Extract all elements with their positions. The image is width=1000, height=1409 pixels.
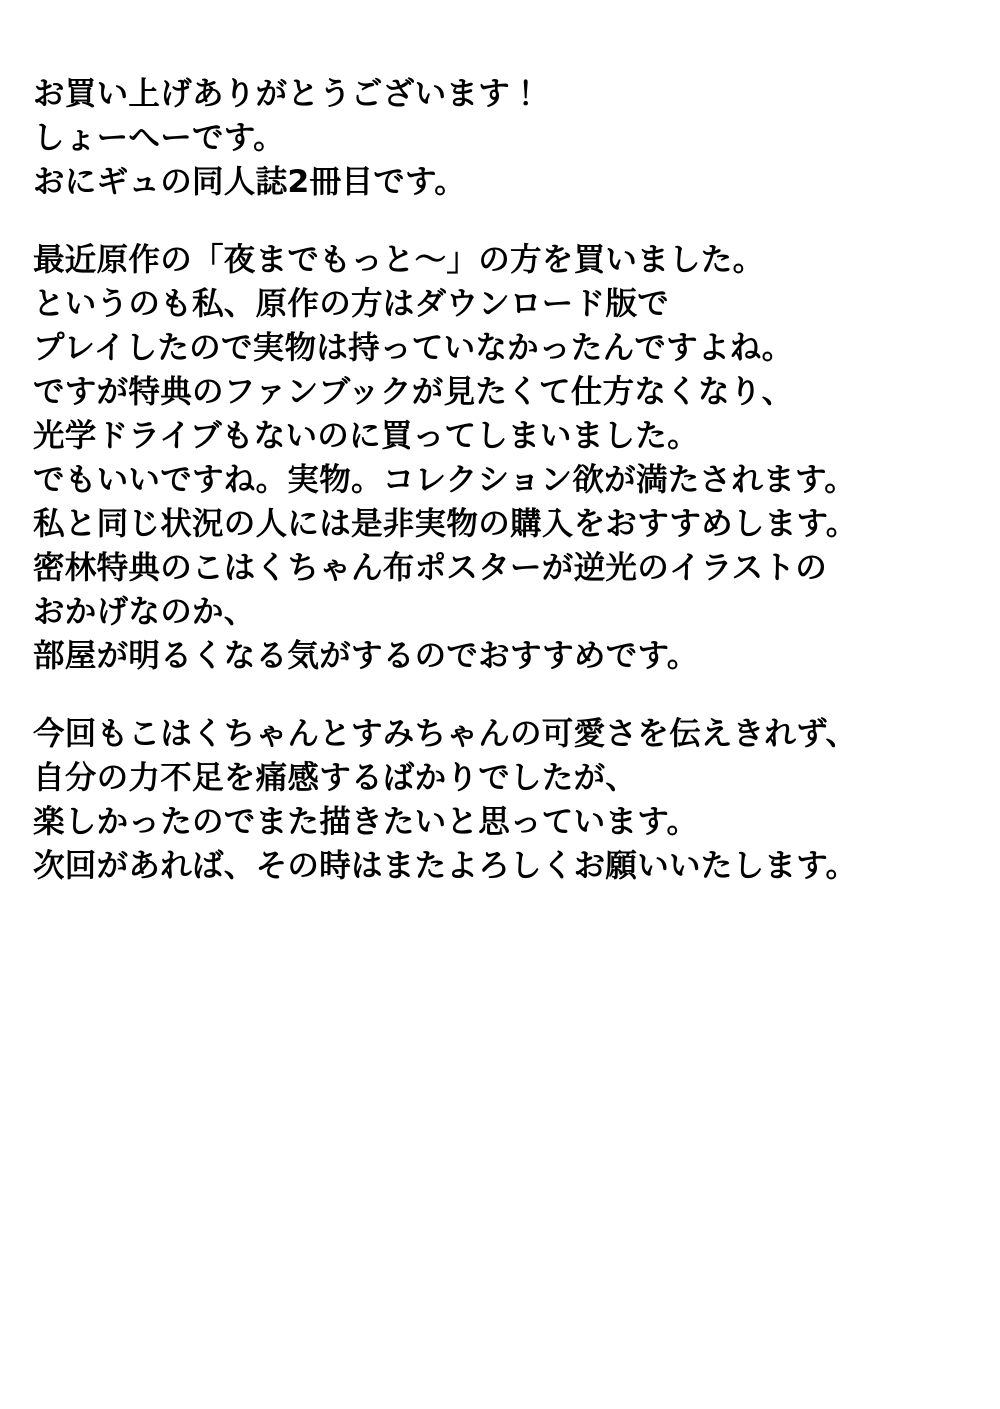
text-line: おかげなのか、 (33, 594, 256, 630)
text-line: 楽しかったのでまた描きたいと思っています。 (33, 804, 699, 840)
text-line: というのも私、原作の方はダウンロード版で (33, 286, 670, 322)
text-line: プレイしたので実物は持っていなかったんですよね。 (33, 330, 794, 366)
paragraph-body-2 (33, 712, 963, 888)
text-line: 自分の力不足を痛感するばかりでしたが、 (33, 760, 638, 796)
paragraph-body-1 (33, 238, 963, 678)
text-line: しょーへーです。 (33, 120, 285, 156)
text-line: 私と同じ状況の人には是非実物の購入をおすすめします。 (33, 506, 858, 542)
text-line: 密林特典のこはくちゃん布ポスターが逆光のイラストの (33, 550, 828, 586)
text-line: 次回があれば、その時はまたよろしくお願いいたします。 (33, 848, 858, 884)
text-line: 今回もこはくちゃんとすみちゃんの可愛さを伝えきれず、 (33, 716, 858, 752)
text-line: 部屋が明るくなる気がするのでおすすめです。 (33, 638, 699, 674)
paragraph-greeting (33, 72, 963, 204)
afterword-text-block (33, 72, 963, 888)
text-line: でもいいですね。実物。コレクション欲が満たされます。 (33, 462, 857, 498)
text-line: ですが特典のファンブックが見たくて仕方なくなり、 (33, 374, 794, 410)
text-line: 光学ドライブもないのに買ってしまいました。 (33, 418, 699, 454)
text-line: お買い上げありがとうございます！ (33, 76, 542, 112)
text-line: おにギュの同人誌2冊目です。 (33, 164, 467, 200)
text-line: 最近原作の「夜までもっと〜」の方を買いました。 (33, 242, 765, 278)
